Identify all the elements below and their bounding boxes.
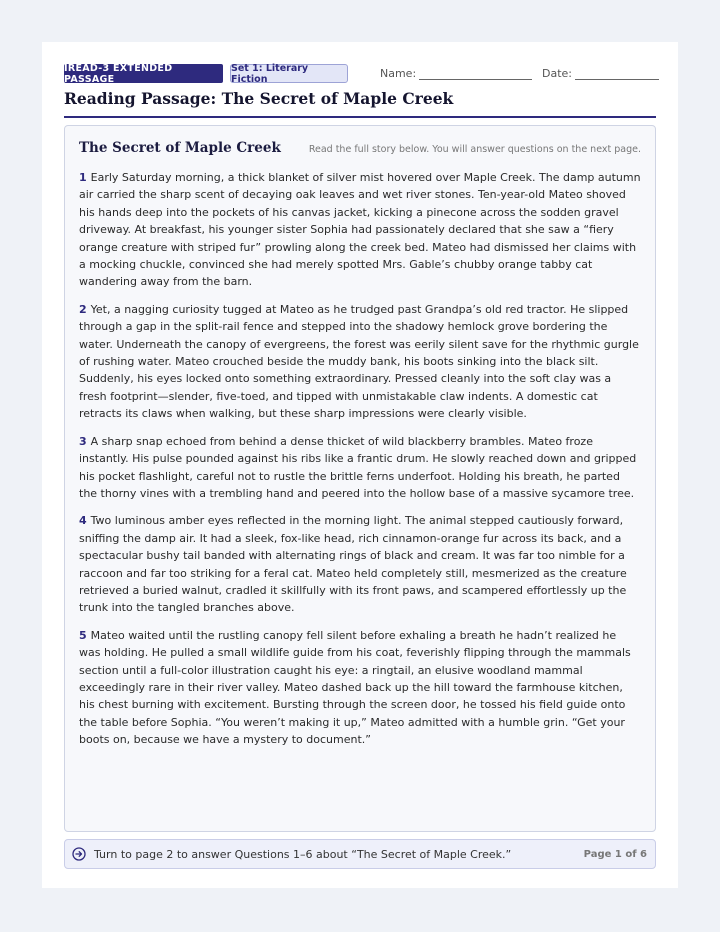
date-field[interactable] xyxy=(542,66,659,80)
paragraph-text: Early Saturday morning, a thick blanket of silver mist hovered over Maple Creek. The damp autumn air carried the sharp scent of decaying oak leaves and wet river stones. Ten-year-old Mateo shoved his hands deep into the pockets of his canvas jacket, kicking a pinecone across the sodden gravel driveway. At breakfast, his younger sister Sophia had passionately declared that she saw a “fiery orange creature with striped fur” prowling along the creek bed. Mateo had dismissed her claims with a mocking chuckle, convinced she had merely spotted Mrs. Gable’s chubby orange tabby cat wandering away from the barn. xyxy=(79,171,641,289)
date-label: Date: xyxy=(542,67,572,80)
next-page-instruction: Turn to page 2 to answer Questions 1–6 about “The Secret of Maple Creek.” xyxy=(94,847,512,861)
paragraph-text: Yet, a nagging curiosity tugged at Mateo as he trudged past Grandpa’s old red tractor. He slipped through a gap in the split-rail fence and stepped into the shadowy hemlock grove bordering the water. Underneath the canopy of evergreens, the forest was eerily silent save for the rhythmic gurgle of rushing water. Mateo crouched beside the muddy bank, his boots sinking into the black silt. Suddenly, his eyes locked onto something extraordinary. Pressed cleanly into the soft clay was a fresh footprint—slender, five-toed, and tipped with unmistakable claw indents. A domestic cat retracts its claws when walking, but these sharp impressions were clearly visible. xyxy=(79,302,639,421)
worksheet-page xyxy=(42,42,678,888)
paragraph xyxy=(79,512,641,616)
page-title: Reading Passage: The Secret of Maple Creek xyxy=(64,89,656,118)
paragraph xyxy=(79,301,641,423)
name-input-line[interactable] xyxy=(419,66,532,80)
passage-header xyxy=(79,140,641,156)
set-badge: Set 1: Literary Fiction xyxy=(230,64,348,83)
date-input-line[interactable] xyxy=(575,66,659,80)
passage-instruction: Read the full story below. You will answer questions on the next page. xyxy=(308,144,641,155)
paragraph-number: 1 xyxy=(79,171,87,184)
paragraph-number: 5 xyxy=(79,628,87,642)
paragraph-text: A sharp snap echoed from behind a dense thicket of wild blackberry brambles. Mateo froze instantly. His pulse pounded against his ribs like a frantic drum. He slowly reached down and gripped his pocket flashlight, careful not to rustle the brittle ferns underfoot. Holding his breath, he parted the thorny vines with a trembling hand and peered into the hollow base of a massive sycamore tree. xyxy=(79,434,637,500)
passage-title: The Secret of Maple Creek xyxy=(79,140,281,156)
paragraph-text: Mateo waited until the rustling canopy fell silent before exhaling a breath he hadn’t realized he was holding. He pulled a small wildlife guide from his coat, feverishly flipping through the mammals section until a full-color illustration caught his eye: a ringtail, an elusive woodland mammal exceedingly rare in their river valley. Mateo dashed back up the hill toward the farmhouse kitchen, his chest burning with excitement. Bursting through the screen door, he tossed his field guide onto the table before Sophia. “You weren’t making it up,” Mateo admitted with a humble grin. “Get your boots on, because we have a mystery to document.” xyxy=(79,628,631,747)
paragraph-number: 2 xyxy=(79,302,87,316)
header-bar xyxy=(64,64,656,83)
passage-card xyxy=(64,125,656,832)
paragraph-number: 3 xyxy=(79,434,87,448)
paragraph-number: 4 xyxy=(79,514,87,528)
paragraph xyxy=(79,169,641,291)
name-field[interactable] xyxy=(380,66,532,80)
name-label: Name: xyxy=(380,67,417,80)
next-page-banner xyxy=(64,839,656,869)
passage-type-badge: IREAD-3 EXTENDED PASSAGE xyxy=(64,64,223,83)
paragraph-text: Two luminous amber eyes reflected in the morning light. The animal stepped cautiously forward, sniffing the damp air. It had a sleek, fox-like head, rich cinnamon-orange fur across its back, and a spectacular bushy tail banded with alternating rings of black and cream. It was far too nimble for a raccoon and far too striking for a feral cat. Mateo held completely still, mesmerized as the creature retrieved a buried walnut, cradled it skillfully with its front paws, and scampered effortlessly up the trunk into the tangled branches above. xyxy=(79,514,627,615)
paragraph xyxy=(79,433,641,503)
paragraph xyxy=(79,627,641,749)
arrow-right-circle-icon xyxy=(72,847,86,861)
page-number: Page 1 of 6 xyxy=(583,848,647,860)
